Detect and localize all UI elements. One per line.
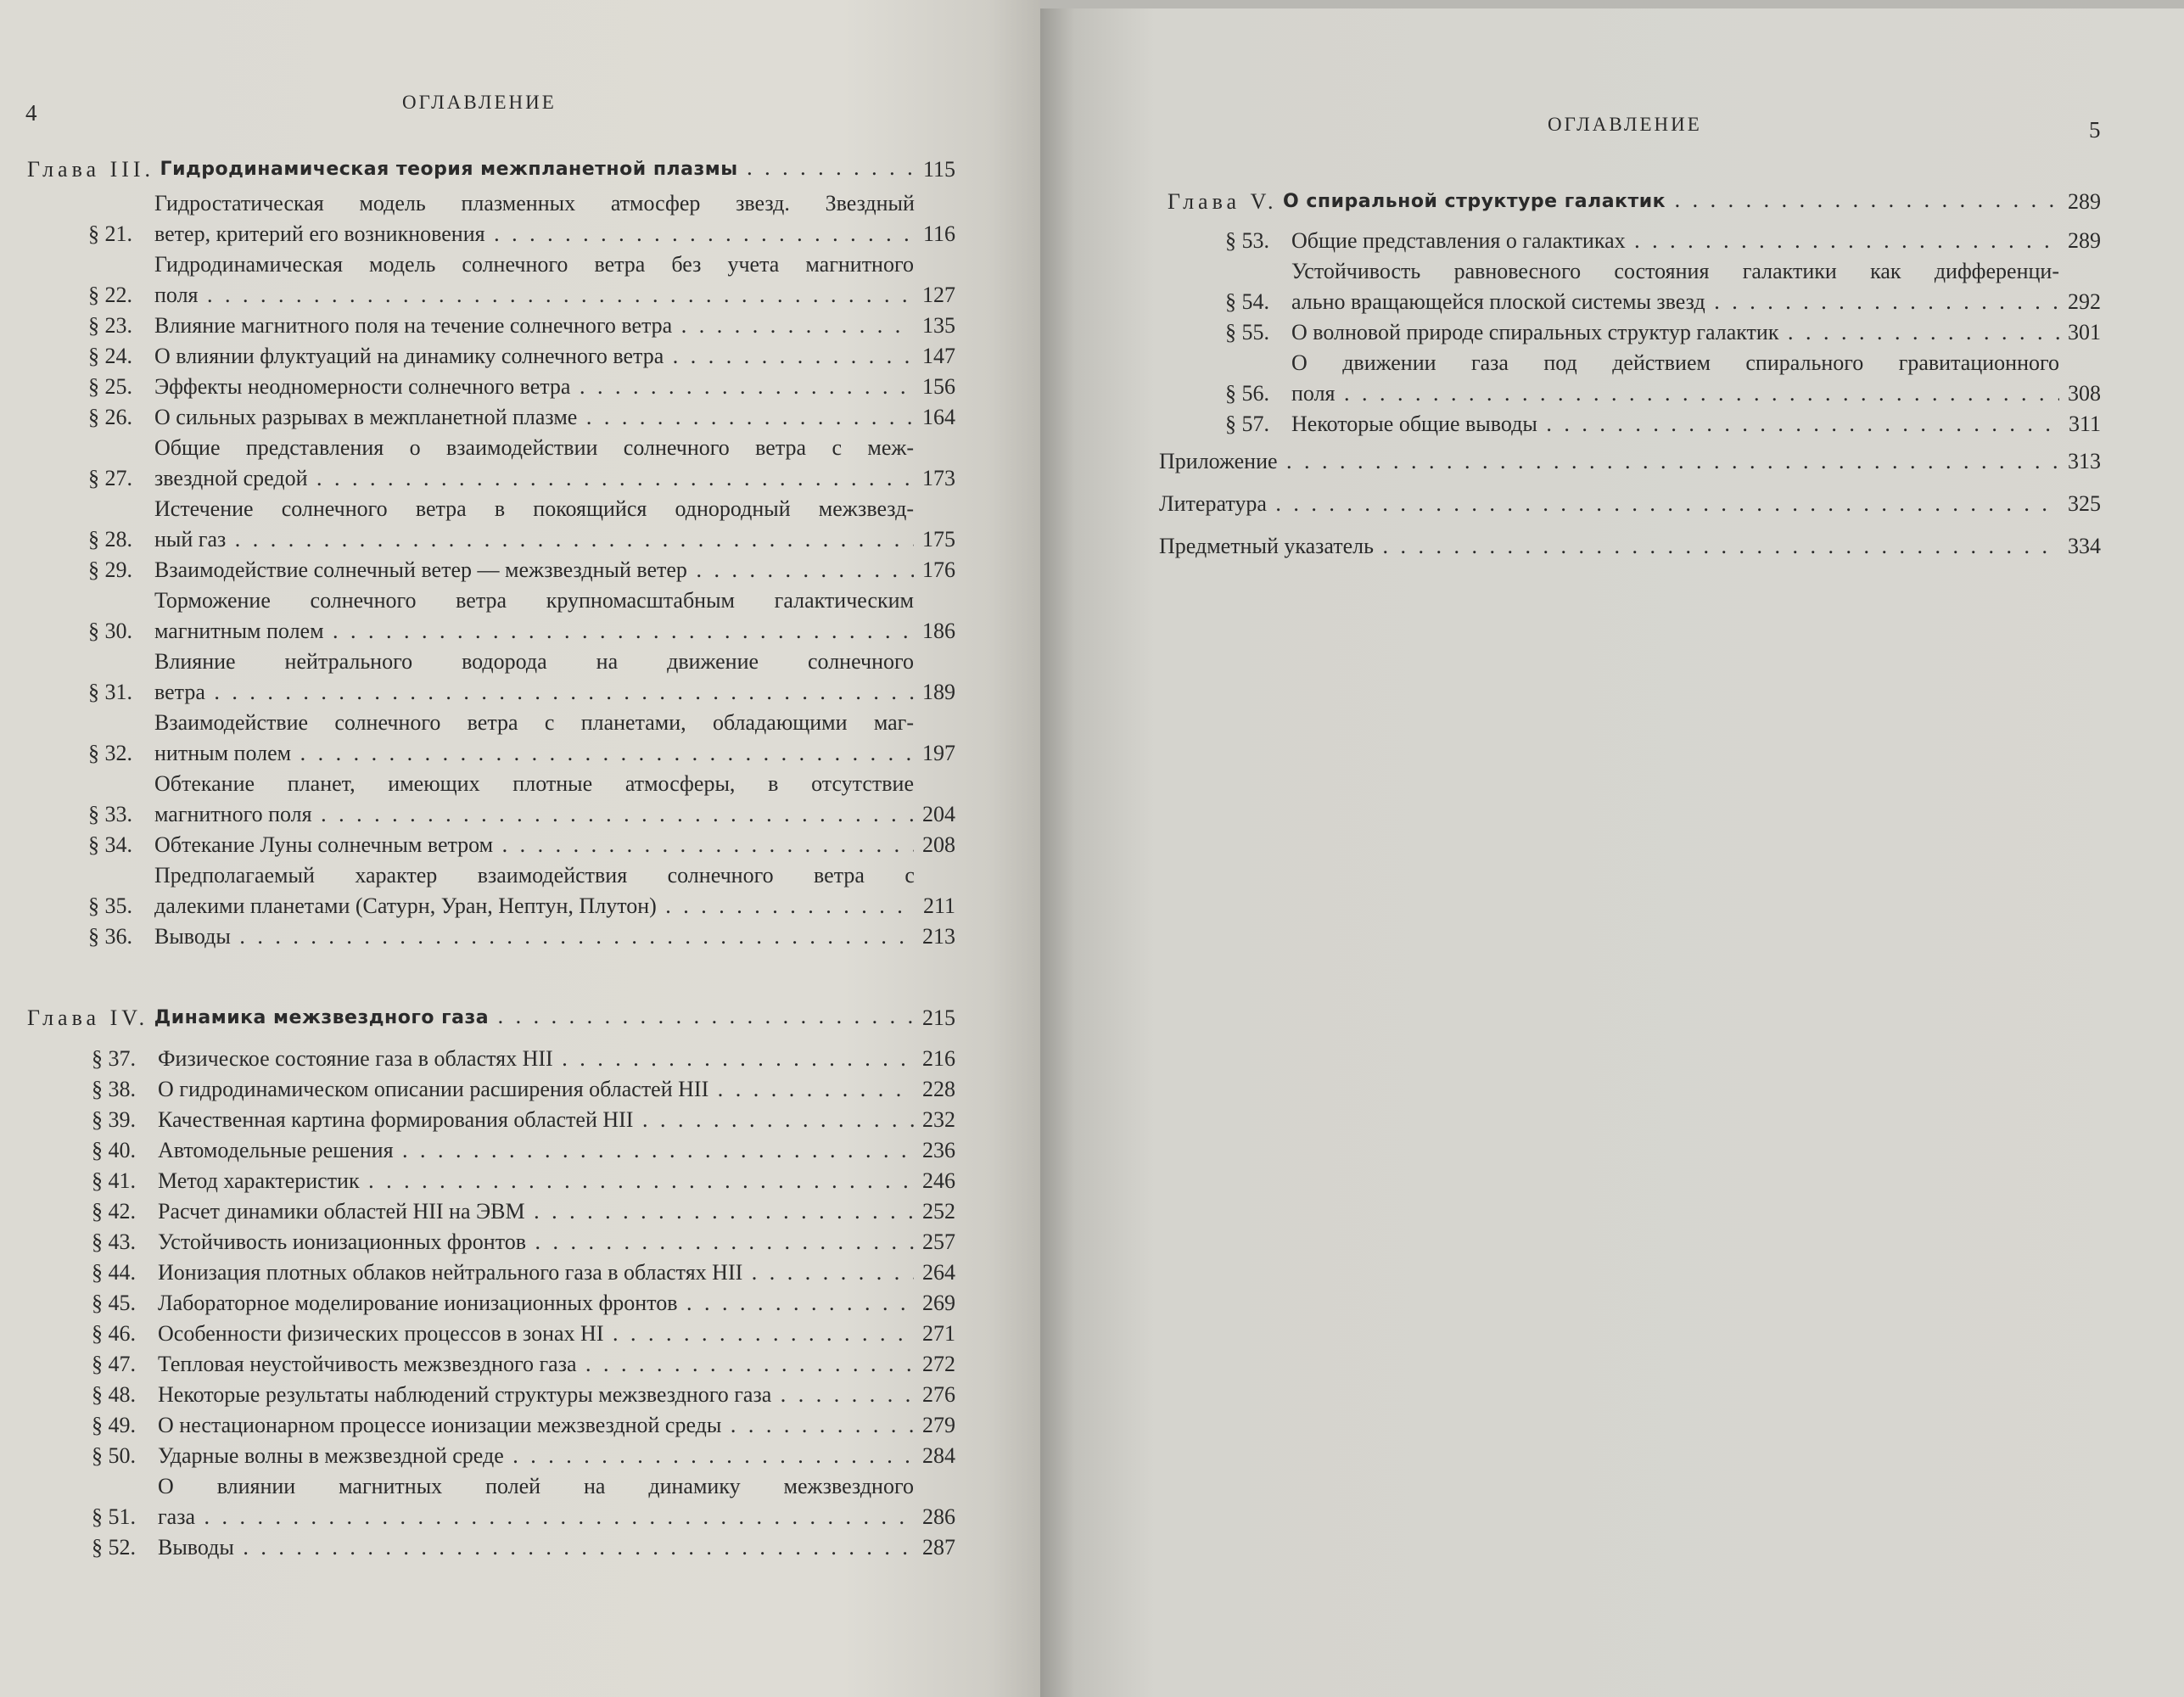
toc-entry <box>92 1349 955 1380</box>
section-number: § 27. <box>88 466 132 490</box>
section-page: 276 <box>922 1382 955 1407</box>
toc-entry <box>88 188 955 249</box>
section-page: 204 <box>922 802 955 826</box>
section-page: 246 <box>922 1168 955 1193</box>
section-number: § 21. <box>88 221 132 246</box>
section-number: § 48. <box>92 1382 136 1407</box>
section-number: § 23. <box>88 313 132 338</box>
section-number: § 22. <box>88 283 132 307</box>
section-title-line1: Гидродинамическая модель солнечного ветра без учета магнитного <box>154 252 914 277</box>
chapter-3-page: 115 <box>922 157 955 182</box>
toc-entry <box>88 433 955 494</box>
section-page: 208 <box>922 832 955 857</box>
section-page: 189 <box>922 680 955 704</box>
section-page: 156 <box>922 374 955 399</box>
section-title: Выводы <box>158 1535 234 1560</box>
section-title-line2: звездной средой <box>154 466 308 490</box>
section-number: § 42. <box>92 1199 136 1224</box>
section-number: § 43. <box>92 1229 136 1254</box>
section-number: § 34. <box>88 832 132 857</box>
toc-entry <box>88 311 955 341</box>
chapter-5-heading <box>1168 185 2101 217</box>
section-number: § 36. <box>88 924 132 949</box>
section-title: Устойчивость ионизационных фронтов <box>158 1229 526 1254</box>
section-title-line1: О движении газа под действием спирального гравитационного <box>1291 350 2059 375</box>
section-page: 232 <box>922 1107 955 1132</box>
section-number: § 24. <box>88 344 132 368</box>
literature-page: 325 <box>2068 491 2101 516</box>
section-title-line1: Гидростатическая модель плазменных атмосфер звезд. Звездный <box>154 191 915 216</box>
section-title-line1: Обтекание планет, имеющих плотные атмосферы, в отсутствие <box>154 771 914 796</box>
appendix-entry <box>1159 446 2101 477</box>
toc-entry <box>88 402 955 433</box>
toc-entry <box>88 830 955 860</box>
section-title-line1: О влиянии магнитных полей на динамику межзвездного <box>158 1474 914 1498</box>
section-title-line1: Торможение солнечного ветра крупномасштабным галактическим <box>154 588 914 613</box>
section-title-line1: Предполагаемый характер взаимодействия солнечного ветра с <box>154 863 915 888</box>
toc-entry <box>88 372 955 402</box>
section-number: § 28. <box>88 527 132 552</box>
toc-entry <box>88 494 955 555</box>
chapter-5-entries <box>1225 226 2101 440</box>
section-page: 308 <box>2068 381 2101 406</box>
section-title: О сильных разрывах в межпланетной плазме <box>154 405 578 429</box>
toc-entry <box>92 1380 955 1410</box>
section-number: § 44. <box>92 1260 136 1285</box>
chapter-5-page: 289 <box>2068 189 2101 214</box>
chapter-3-title: Гидродинамическая теория межпланетной плазмы <box>160 159 738 180</box>
right-toc <box>1159 185 2101 562</box>
toc-entry <box>92 1288 955 1319</box>
section-title-line2: поля <box>154 283 199 307</box>
appendix-title: Приложение . . . <box>1159 446 2059 477</box>
toc-entry <box>92 1135 955 1166</box>
section-title: О нестационарном процессе ионизации межзвездной среды <box>158 1413 722 1437</box>
appendix-page: 313 <box>2068 449 2101 473</box>
toc-entry <box>88 708 955 769</box>
toc-entry <box>92 1319 955 1349</box>
section-number: § 55. <box>1225 320 1269 344</box>
section-number: § 26. <box>88 405 132 429</box>
section-number: § 37. <box>92 1046 136 1071</box>
section-title-line2: далекими планетами (Сатурн, Уран, Нептун, Плутон) <box>154 893 657 918</box>
toc-entry <box>92 1105 955 1135</box>
section-page: 286 <box>922 1504 955 1529</box>
left-page-header: ОГЛАВЛЕНИЕ <box>402 92 557 113</box>
toc-entry <box>1225 226 2101 256</box>
section-page: 228 <box>922 1077 955 1101</box>
section-number: § 29. <box>88 557 132 582</box>
section-title-line1: Влияние нейтрального водорода на движение солнечного <box>154 649 914 674</box>
section-title: Некоторые результаты наблюдений структуры межзвездного газа <box>158 1382 772 1407</box>
index-title: Предметный указатель . . . <box>1159 531 2059 562</box>
section-title: Лабораторное моделирование ионизационных фронтов <box>158 1291 678 1315</box>
index-page: 334 <box>2068 534 2101 558</box>
section-page: 236 <box>922 1138 955 1162</box>
section-number: § 47. <box>92 1352 136 1376</box>
section-page: 216 <box>922 1046 955 1071</box>
toc-entry <box>88 249 955 311</box>
section-page: 287 <box>922 1535 955 1560</box>
toc-entry <box>1225 256 2101 317</box>
section-title-line2: нитным полем <box>154 741 292 765</box>
section-page: 301 <box>2068 320 2101 344</box>
toc-entry <box>88 921 955 952</box>
toc-entry <box>92 1044 955 1074</box>
section-number: § 40. <box>92 1138 136 1162</box>
section-title: Особенности физических процессов в зонах HI <box>158 1321 604 1346</box>
section-title-line1: Истечение солнечного ветра в покоящийся однородный межзвезд- <box>154 496 914 521</box>
right-page-header: ОГЛАВЛЕНИЕ <box>1548 114 1702 135</box>
section-page: 292 <box>2068 289 2101 314</box>
section-page: 116 <box>922 221 955 246</box>
section-number: § 52. <box>92 1535 136 1560</box>
section-page: 257 <box>922 1229 955 1254</box>
section-page: 269 <box>922 1291 955 1315</box>
section-page: 197 <box>922 741 955 765</box>
toc-entry <box>1225 409 2101 440</box>
chapter-3-heading <box>27 153 955 185</box>
section-number: § 45. <box>92 1291 136 1315</box>
section-number: § 39. <box>92 1107 136 1132</box>
section-title: Эффекты неодномерности солнечного ветра <box>154 374 571 399</box>
section-title: Тепловая неустойчивость межзвездного газа <box>158 1352 577 1376</box>
chapter-4-entries <box>92 1044 955 1563</box>
chapter-4-title: Динамика межзвездного газа <box>154 1007 490 1028</box>
left-page <box>0 0 1052 1697</box>
toc-entry <box>88 769 955 830</box>
chapter-5-title: О спиральной структуре галактик <box>1283 191 1666 212</box>
section-title: Ударные волны в межзвездной среде <box>158 1443 504 1468</box>
toc-entry <box>88 341 955 372</box>
section-page: 176 <box>922 557 955 582</box>
chapter-4-label: Глава IV. <box>27 1005 149 1030</box>
section-page: 147 <box>922 344 955 368</box>
section-page: 211 <box>922 893 955 918</box>
section-page: 271 <box>922 1321 955 1346</box>
section-page: 164 <box>922 405 955 429</box>
chapter-4-heading <box>27 1001 955 1033</box>
toc-entry <box>1225 317 2101 348</box>
section-page: 135 <box>922 313 955 338</box>
section-page: 264 <box>922 1260 955 1285</box>
section-page: 175 <box>922 527 955 552</box>
section-number: § 25. <box>88 374 132 399</box>
section-page: 213 <box>922 924 955 949</box>
left-page-number: 4 <box>25 100 37 126</box>
left-toc <box>27 153 955 1563</box>
section-title-line2: газа <box>158 1504 196 1529</box>
section-title-line2: ветер, критерий его возникновения <box>154 221 485 246</box>
section-page: 173 <box>922 466 955 490</box>
section-title-line2: ветра <box>154 680 205 704</box>
toc-entry <box>92 1257 955 1288</box>
section-title: Взаимодействие солнечный ветер — межзвездный ветер <box>154 557 687 582</box>
section-number: § 46. <box>92 1321 136 1346</box>
section-title-line2: магнитного поля <box>154 802 312 826</box>
section-title: Качественная картина формирования областей HII <box>158 1107 634 1132</box>
section-number: § 49. <box>92 1413 136 1437</box>
section-number: § 41. <box>92 1168 136 1193</box>
section-title: Расчет динамики областей HII на ЭВМ <box>158 1199 525 1224</box>
section-number: § 30. <box>88 619 132 643</box>
section-number: § 31. <box>88 680 132 704</box>
toc-entry <box>92 1532 955 1563</box>
section-number: § 53. <box>1225 228 1269 253</box>
section-title: Физическое состояние газа в областях HII <box>158 1046 553 1071</box>
section-title-line2: магнитным полем <box>154 619 324 643</box>
literature-entry <box>1159 489 2101 519</box>
section-number: § 33. <box>88 802 132 826</box>
section-title: Некоторые общие выводы <box>1291 412 1537 436</box>
section-number: § 56. <box>1225 381 1269 406</box>
section-title-line1: Общие представления о взаимодействии солнечного ветра с меж- <box>154 435 914 460</box>
toc-entry <box>88 585 955 647</box>
section-page: 272 <box>922 1352 955 1376</box>
chapter-5-label: Глава V. <box>1168 189 1278 214</box>
section-title-line2: поля <box>1291 381 1336 406</box>
section-page: 311 <box>2068 412 2101 436</box>
toc-entry <box>88 860 955 921</box>
section-page: 284 <box>922 1443 955 1468</box>
section-title-line1: Устойчивость равновесного состояния галактики как дифференци- <box>1291 259 2059 283</box>
toc-entry <box>92 1227 955 1257</box>
right-page <box>1040 0 2184 1697</box>
section-number: § 32. <box>88 741 132 765</box>
section-number: § 50. <box>92 1443 136 1468</box>
section-number: § 54. <box>1225 289 1269 314</box>
section-title: Автомодельные решения <box>158 1138 394 1162</box>
chapter-3-label: Глава III. <box>27 157 155 182</box>
toc-entry <box>92 1074 955 1105</box>
right-page-number: 5 <box>2089 117 2101 143</box>
section-title: О гидродинамическом описании расширения областей HII <box>158 1077 709 1101</box>
toc-entry <box>88 647 955 708</box>
toc-entry <box>92 1410 955 1441</box>
section-title: Влияние магнитного поля на течение солнечного ветра <box>154 313 673 338</box>
section-title: Метод характеристик <box>158 1168 360 1193</box>
toc-entry <box>92 1166 955 1196</box>
section-title: Выводы <box>154 924 231 949</box>
chapter-3-entries <box>88 188 955 952</box>
section-title: О влиянии флуктуаций на динамику солнечного ветра <box>154 344 664 368</box>
toc-entry <box>92 1196 955 1227</box>
index-entry <box>1159 531 2101 562</box>
toc-entry <box>1225 348 2101 409</box>
section-number: § 51. <box>92 1504 136 1529</box>
section-page: 127 <box>922 283 955 307</box>
section-number: § 35. <box>88 893 132 918</box>
section-page: 252 <box>922 1199 955 1224</box>
toc-entry <box>92 1471 955 1532</box>
section-title: О волновой природе спиральных структур галактик <box>1291 320 1779 344</box>
toc-entry <box>92 1441 955 1471</box>
section-title: Ионизация плотных облаков нейтрального газа в областях HII <box>158 1260 743 1285</box>
chapter-4-page: 215 <box>922 1005 955 1030</box>
section-page: 289 <box>2068 228 2101 253</box>
section-number: § 38. <box>92 1077 136 1101</box>
section-title-line1: Взаимодействие солнечного ветра с планетами, обладающими маг- <box>154 710 914 735</box>
section-title: Общие представления о галактиках <box>1291 228 1626 253</box>
section-title-line2: ный газ <box>154 527 227 552</box>
section-page: 186 <box>922 619 955 643</box>
section-page: 279 <box>922 1413 955 1437</box>
toc-entry <box>88 555 955 585</box>
section-title-line2: ально вращающейся плоской системы звезд <box>1291 289 1705 314</box>
section-number: § 57. <box>1225 412 1269 436</box>
section-title: Обтекание Луны солнечным ветром <box>154 832 494 857</box>
literature-title: Литература . . . <box>1159 489 2059 519</box>
